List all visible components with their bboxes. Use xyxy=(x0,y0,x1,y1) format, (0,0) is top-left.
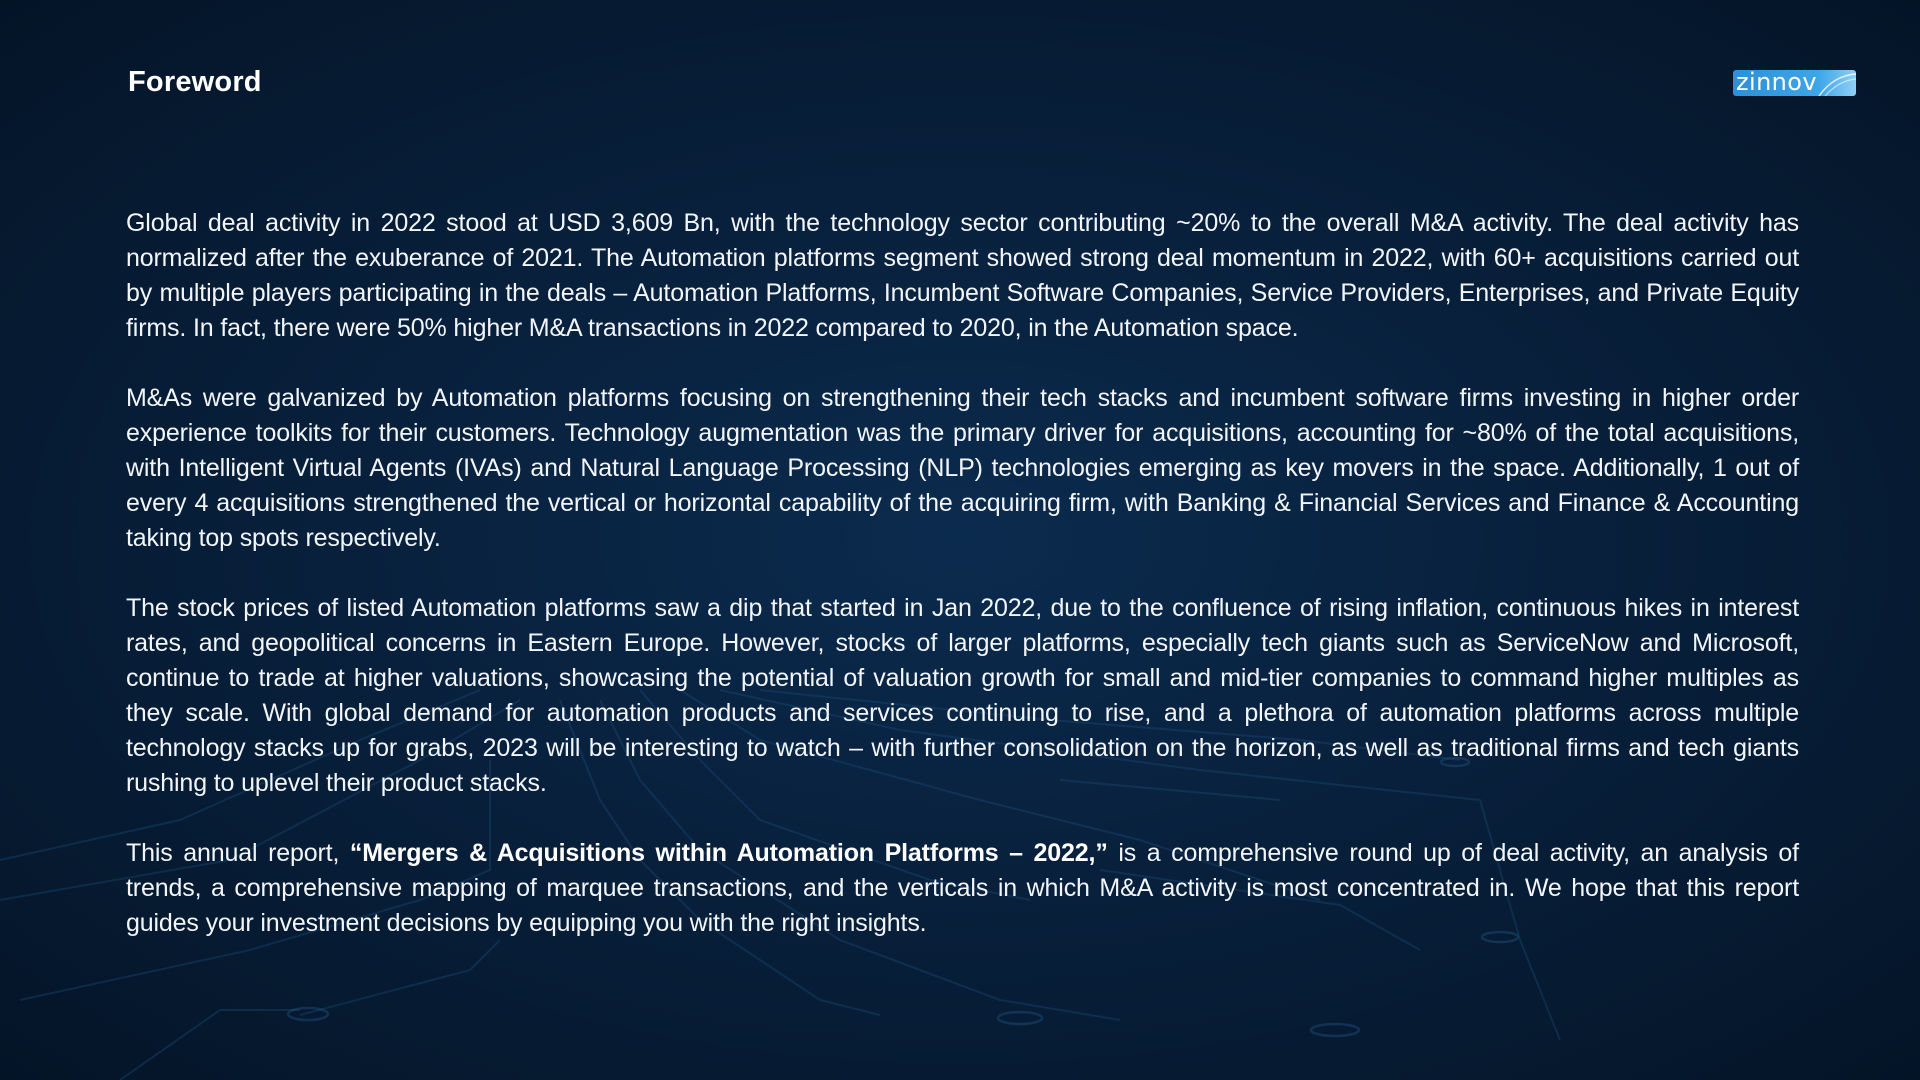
paragraph-stock-prices: The stock prices of listed Automation platforms saw a dip that started in Jan 2022, due to the confluence of rising inflation, continuous hikes in interest rates, and geopolitical concerns in Eastern Europe. However, stocks of larger platforms, especially tech giants such as ServiceNow and Microsoft, continue to trade at higher valuations, showcasing the potential of valuation growth for small and mid-tier companies to command higher multiples as they scale. With global demand for automation products and services continuing to rise, and a plethora of automation platforms across multiple technology stacks up for grabs, 2023 will be interesting to watch – with further consolidation on the horizon, as well as traditional firms and tech giants rushing to uplevel their product stacks. xyxy=(126,594,1799,797)
foreword-body xyxy=(126,206,1799,976)
closing-intro-text: This annual report, xyxy=(126,839,350,867)
zinnov-logo xyxy=(1733,70,1856,96)
page-title: Foreword xyxy=(128,66,262,98)
report-title: “Mergers & Acquisitions within Automation Platforms – 2022,” xyxy=(349,839,1108,867)
paragraph-deal-activity: Global deal activity in 2022 stood at USD 3,609 Bn, with the technology sector contributing ~20% to the overall M&A activity. The deal activity has normalized after the exuberance of 2021. The Automation platforms segment showed strong deal momentum in 2022, with 60+ acquisitions carried out by multiple players participating in the deals – Automation Platforms, Incumbent Software Companies, Service Providers, Enterprises, and Private Equity firms. In fact, there were 50% higher M&A transactions in 2022 compared to 2020, in the Automation space. xyxy=(126,209,1799,342)
paragraph-mna-drivers: M&As were galvanized by Automation platforms focusing on strengthening their tech stacks and incumbent software firms investing in higher order experience toolkits for their customers. Technology augmentation was the primary driver for acquisitions, accounting for ~80% of the total acquisitions, with Intelligent Virtual Agents (IVAs) and Natural Language Processing (NLP) technologies emerging as key movers in the space. Additionally, 1 out of every 4 acquisitions strengthened the vertical or horizontal capability of the acquiring firm, with Banking & Financial Services and Finance & Accounting taking top spots respectively. xyxy=(126,384,1799,552)
closing-rest-text: is a comprehensive round up of deal activity, an analysis of trends, a comprehensive mapping of marquee transactions, and the verticals in which M&A activity is most concentrated in. We hope that this report guides your investment decisions by equipping you with the right insights. xyxy=(126,839,1799,937)
paragraph-report-summary xyxy=(126,836,1799,941)
logo-text: zinnov xyxy=(1736,70,1817,96)
